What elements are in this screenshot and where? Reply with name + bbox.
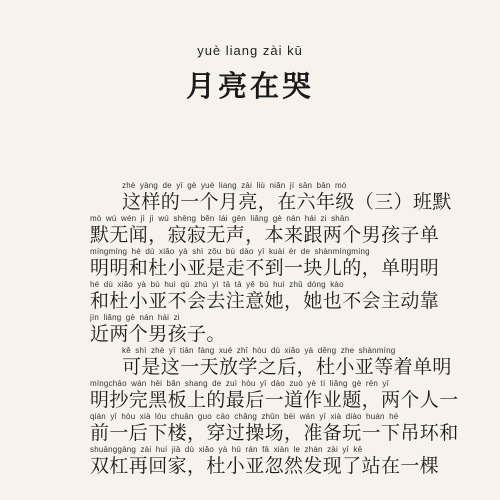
hanzi-line: 和杜小亚不会去注意她，她也不会主动靠	[90, 290, 440, 312]
hanzi-line: 明抄完黑板上的最后一道作业题，两个人一	[90, 389, 459, 411]
text-line	[90, 312, 445, 345]
text-line	[90, 180, 452, 213]
pinyin-line: hé dù xiǎo yà bù huì qù zhù yì tā tā yě bù huì zhǔ dòng kào	[90, 280, 344, 289]
hanzi-line: 双杠再回家，杜小亚忽然发现了站在一棵	[90, 455, 440, 477]
text-line	[90, 378, 459, 411]
hanzi-line: 这样的一个月亮，在六年级（三）班默	[122, 191, 452, 213]
pinyin-line: míngchāo wán hēi bǎn shang de zuì hòu yī dào zuò yè tí liǎng gè rén yī	[90, 379, 390, 388]
page-title: 月亮在哭	[185, 69, 314, 103]
hanzi-line: 明明和杜小亚是走不到一块儿的，单明明	[90, 257, 440, 279]
pinyin-line: míngmíng hé dù xiǎo yà shì zǒu bù dào yī kuài ér de shànmíngmíng	[90, 247, 370, 256]
hanzi-line: 默无闻，寂寂无声，本来跟两个男孩子单	[90, 224, 440, 246]
pinyin-line: mò wú wén jì jì wú shēng běn lái gēn liǎng gè nán hái zi shān	[90, 214, 350, 223]
pinyin-line: qián yī hòu xià lóu chuān guo cāo chǎng zhǔn bèi wán yī xià diào huán hé	[90, 412, 399, 421]
pinyin-line: shuānggàng zài huí jiā dù xiǎo yà hū rán fā xiàn le zhàn zài yī kē	[90, 445, 363, 454]
pinyin-line: kě shì zhè yī tiān fàng xué zhī hòu dù xiǎo yà děng zhe shànmíng	[122, 346, 396, 355]
hanzi-line: 可是这一天放学之后，杜小亚等着单明	[122, 356, 452, 378]
text-line	[90, 213, 445, 246]
text-line	[90, 345, 452, 378]
text-line	[90, 411, 459, 444]
text-line	[90, 246, 445, 279]
hanzi-line: 近两个男孩子。	[90, 323, 226, 345]
text-line	[90, 279, 445, 312]
story-body	[90, 180, 459, 477]
hanzi-line: 前一后下楼，穿过操场，准备玩一下吊环和	[90, 422, 459, 444]
title-pinyin: yuè liang zài kū	[197, 43, 303, 58]
pinyin-line: jìn liǎng gè nán hái zi	[90, 313, 180, 322]
text-line	[90, 444, 445, 477]
pinyin-line: zhè yàng de yī gè yuè liang zài liù niǎn jí sān bān mò	[122, 181, 347, 190]
